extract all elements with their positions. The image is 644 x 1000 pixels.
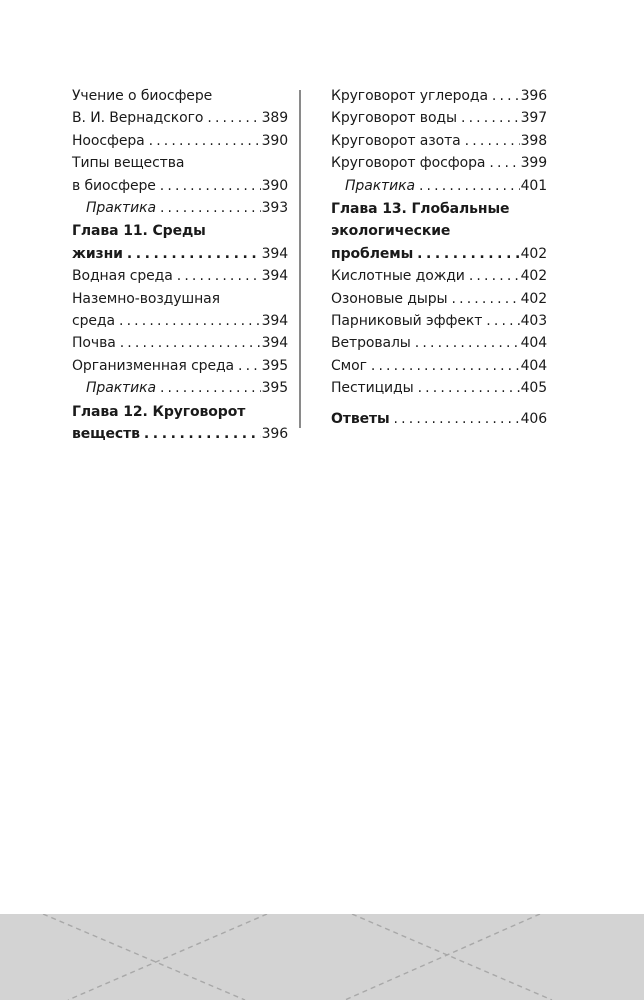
page-number: 394: [261, 313, 288, 330]
toc-row: [86, 197, 288, 219]
toc-entry[interactable]: [72, 152, 288, 197]
toc-entry[interactable]: [331, 107, 547, 129]
dot-leader: [465, 130, 520, 152]
dot-leader: [418, 377, 520, 399]
toc-row: [72, 265, 288, 287]
toc-row: [331, 288, 547, 310]
toc-left-column: [72, 85, 288, 446]
page-number: 394: [261, 335, 288, 352]
toc-entry[interactable]: [72, 332, 288, 354]
toc-row: [331, 310, 547, 332]
toc-entry[interactable]: [331, 288, 547, 310]
toc-title: Круговорот азота: [331, 132, 461, 149]
toc-chapter[interactable]: [72, 220, 288, 265]
toc-practice[interactable]: [72, 197, 288, 219]
toc-practice[interactable]: [331, 175, 547, 197]
dot-leader: [144, 423, 261, 445]
page-number: 404: [520, 357, 547, 374]
toc-title-line: Наземно-воздушная: [72, 290, 220, 307]
toc-title: Круговорот углерода: [331, 88, 488, 104]
dot-leader: [238, 355, 261, 377]
page-number: 393: [261, 200, 288, 217]
toc-title: в биосфере: [72, 177, 156, 194]
page-number: 389: [261, 110, 288, 127]
toc-entry[interactable]: [331, 355, 547, 377]
page-number: 394: [261, 245, 288, 262]
toc-row: [331, 408, 547, 430]
toc-title-line: Глава 12. Круговорот: [72, 403, 246, 420]
toc-row: [331, 243, 547, 265]
toc-title: Ответы: [331, 410, 390, 427]
toc-row: [331, 332, 547, 354]
dot-leader: [160, 175, 261, 197]
page-number: 394: [261, 268, 288, 285]
toc-row: [72, 423, 288, 445]
toc-row: [72, 175, 288, 197]
toc-entry[interactable]: [331, 377, 547, 399]
toc-entry[interactable]: [331, 85, 547, 107]
toc-entry[interactable]: [331, 310, 547, 332]
dot-leader: [417, 243, 519, 265]
page-number: 396: [261, 426, 288, 443]
dot-leader: [160, 197, 261, 219]
toc-title-line: Типы вещества: [72, 155, 185, 172]
toc-title: Почва: [72, 335, 116, 352]
toc-entry[interactable]: [331, 130, 547, 152]
page-number: 402: [520, 268, 547, 285]
dot-leader: [492, 85, 520, 107]
toc-title: веществ: [72, 426, 140, 443]
dot-leader: [149, 130, 261, 152]
page-number: 396: [520, 88, 547, 104]
toc-title: Круговорот фосфора: [331, 155, 486, 172]
toc-chapter[interactable]: [72, 401, 288, 446]
toc-title: Водная среда: [72, 268, 173, 285]
toc-title: Парниковый эффект: [331, 313, 483, 330]
toc-entry[interactable]: [72, 130, 288, 152]
dashed-cross-pattern-icon: [0, 914, 644, 1000]
toc-title: Организменная среда: [72, 357, 235, 374]
page-number: 404: [520, 335, 547, 352]
toc-row: [331, 152, 547, 174]
dot-leader: [461, 107, 520, 129]
page-number: 390: [261, 177, 288, 194]
toc-row: [72, 310, 288, 332]
toc-row: [72, 130, 288, 152]
toc-entry[interactable]: [72, 265, 288, 287]
dot-leader: [452, 288, 520, 310]
toc-title: Ноосфера: [72, 132, 145, 149]
dot-leader: [177, 265, 261, 287]
dot-leader: [207, 107, 260, 129]
toc-title: Пестициды: [331, 380, 414, 397]
toc-practice[interactable]: [72, 377, 288, 399]
dot-leader: [394, 408, 520, 430]
toc-row: [331, 107, 547, 129]
toc-row: [331, 355, 547, 377]
page-number: 397: [520, 110, 547, 127]
toc-row: [72, 243, 288, 265]
decorative-footer-band: [0, 914, 644, 1000]
dot-leader: [419, 175, 520, 197]
toc-answers[interactable]: [331, 408, 547, 430]
toc-chapter[interactable]: [331, 198, 547, 265]
dot-leader: [469, 265, 520, 287]
toc-title: Практика: [86, 380, 156, 397]
dot-leader: [371, 355, 520, 377]
toc-right-column: [331, 85, 547, 430]
page-number: 405: [520, 380, 547, 397]
toc-title-line: Глава 11. Среды: [72, 223, 206, 240]
dot-leader: [119, 310, 261, 332]
page-number: 390: [261, 132, 288, 149]
dot-leader: [486, 310, 519, 332]
toc-row: [331, 85, 547, 107]
toc-title: среда: [72, 313, 115, 330]
toc-row: [86, 377, 288, 399]
toc-title: проблемы: [331, 245, 414, 262]
page-number: 395: [261, 380, 288, 397]
toc-title: Смог: [331, 357, 367, 374]
toc-row: [331, 130, 547, 152]
page-number: 398: [520, 132, 547, 149]
toc-entry[interactable]: [72, 355, 288, 377]
toc-title: Кислотные дожди: [331, 268, 465, 285]
toc-title: Практика: [86, 200, 156, 217]
page-number: 402: [520, 245, 547, 262]
toc-entry[interactable]: [331, 152, 547, 174]
toc-row: [72, 107, 288, 129]
page-number: 406: [520, 410, 547, 427]
toc-title: жизни: [72, 245, 123, 262]
dot-leader: [120, 332, 261, 354]
toc-title: В. И. Вернадского: [72, 110, 204, 127]
toc-entry[interactable]: [331, 332, 547, 354]
toc-title-line: Учение о биосфере: [72, 88, 213, 104]
toc-row: [345, 175, 547, 197]
page-number: 402: [520, 290, 547, 307]
page-number: 403: [520, 313, 547, 330]
page-number: 399: [520, 155, 547, 172]
toc-row: [331, 377, 547, 399]
page-number: 401: [520, 177, 547, 194]
toc-title-line: экологические: [331, 223, 451, 240]
toc-title-line: Глава 13. Глобальные: [331, 201, 510, 218]
dot-leader: [489, 152, 519, 174]
toc-row: [72, 332, 288, 354]
toc-title: Ветровалы: [331, 335, 411, 352]
toc-title: Озоновые дыры: [331, 290, 448, 307]
column-divider: [299, 90, 301, 428]
page-number: 395: [261, 357, 288, 374]
toc-entry[interactable]: [72, 85, 288, 130]
dot-leader: [160, 377, 261, 399]
dot-leader: [127, 243, 261, 265]
dot-leader: [415, 332, 520, 354]
toc-title: Круговорот воды: [331, 110, 457, 127]
toc-entry[interactable]: [72, 288, 288, 333]
toc-row: [331, 265, 547, 287]
toc-entry[interactable]: [331, 265, 547, 287]
toc-title: Практика: [345, 177, 415, 194]
toc-row: [72, 355, 288, 377]
